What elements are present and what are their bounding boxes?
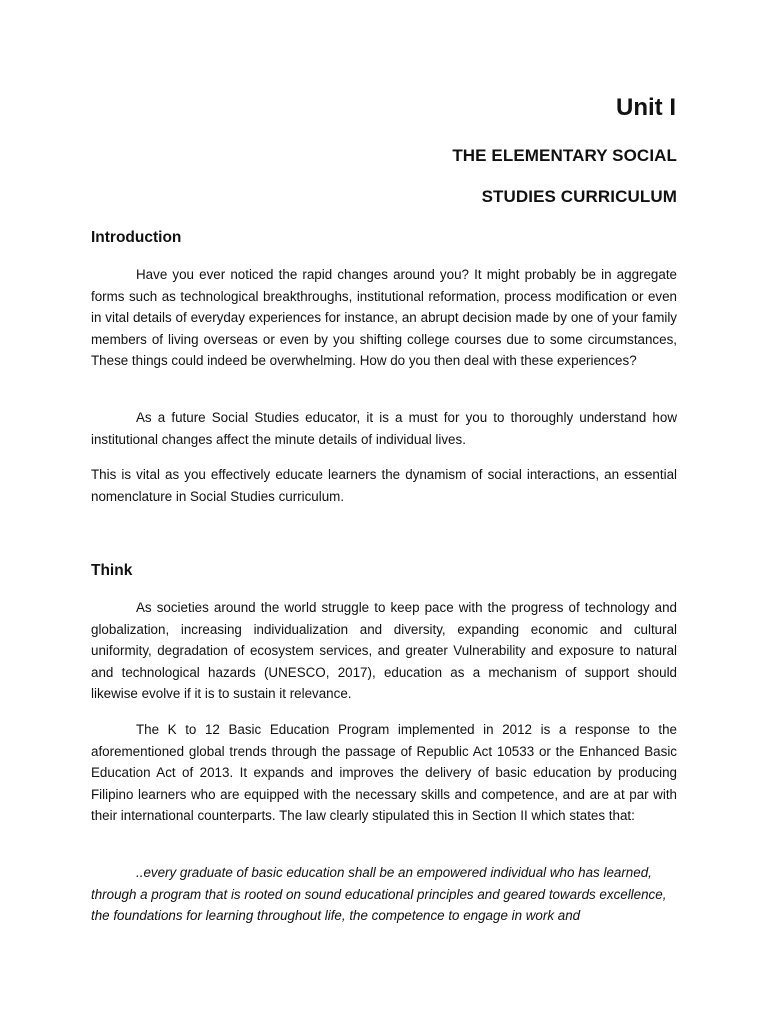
document-title-line-1: THE ELEMENTARY SOCIAL bbox=[452, 146, 677, 165]
think-heading: Think bbox=[91, 562, 133, 579]
document-title-line-2: STUDIES CURRICULUM bbox=[481, 187, 677, 206]
introduction-heading: Introduction bbox=[91, 229, 182, 246]
introduction-paragraph-2: As a future Social Studies educator, it is a must for you to thoroughly understand how institutional changes affect the minute details of individual lives. bbox=[91, 410, 677, 447]
law-quote: ..every graduate of basic education shall be an empowered individual who has learned, through a program that is rooted on sound educational principles and geared towards excellence, the foundations for learning throughout life, the competence to engage in work and bbox=[91, 865, 667, 924]
think-paragraph-2: The K to 12 Basic Education Program implemented in 2012 is a response to the aforementioned global trends through the passage of Republic Act 10533 or the Enhanced Basic Education Act of 2013. It expands and improves the delivery of basic education by producing Filipino learners who are equipped with the necessary skills and competence, and are at par with their international counterparts. The law clearly stipulated this in Section II which states that: bbox=[91, 722, 677, 824]
think-paragraph-1: As societies around the world struggle to keep pace with the progress of technology and globalization, increasing individualization and diversity, expanding economic and cultural uniformity, degradation of ecosystem services, and greater Vulnerability and exposure to natural and technological hazards (UNESCO, 2017), education as a mechanism of support should likewise evolve if it is to sustain it relevance. bbox=[91, 600, 677, 702]
unit-title: Unit I bbox=[616, 94, 676, 121]
introduction-paragraph-3: This is vital as you effectively educate learners the dynamism of social interactions, an essential nomenclature in Social Studies curriculum. bbox=[91, 467, 677, 504]
introduction-paragraph-1: Have you ever noticed the rapid changes around you? It might probably be in aggregate forms such as technological breakthroughs, institutional reformation, process modification or even in vital details of everyday experiences for instance, an abrupt decision made by one of your family members of living overseas or even by you shifting college courses due to some circumstances, These things could indeed be overwhelming. How do you then deal with these experiences? bbox=[91, 267, 677, 369]
